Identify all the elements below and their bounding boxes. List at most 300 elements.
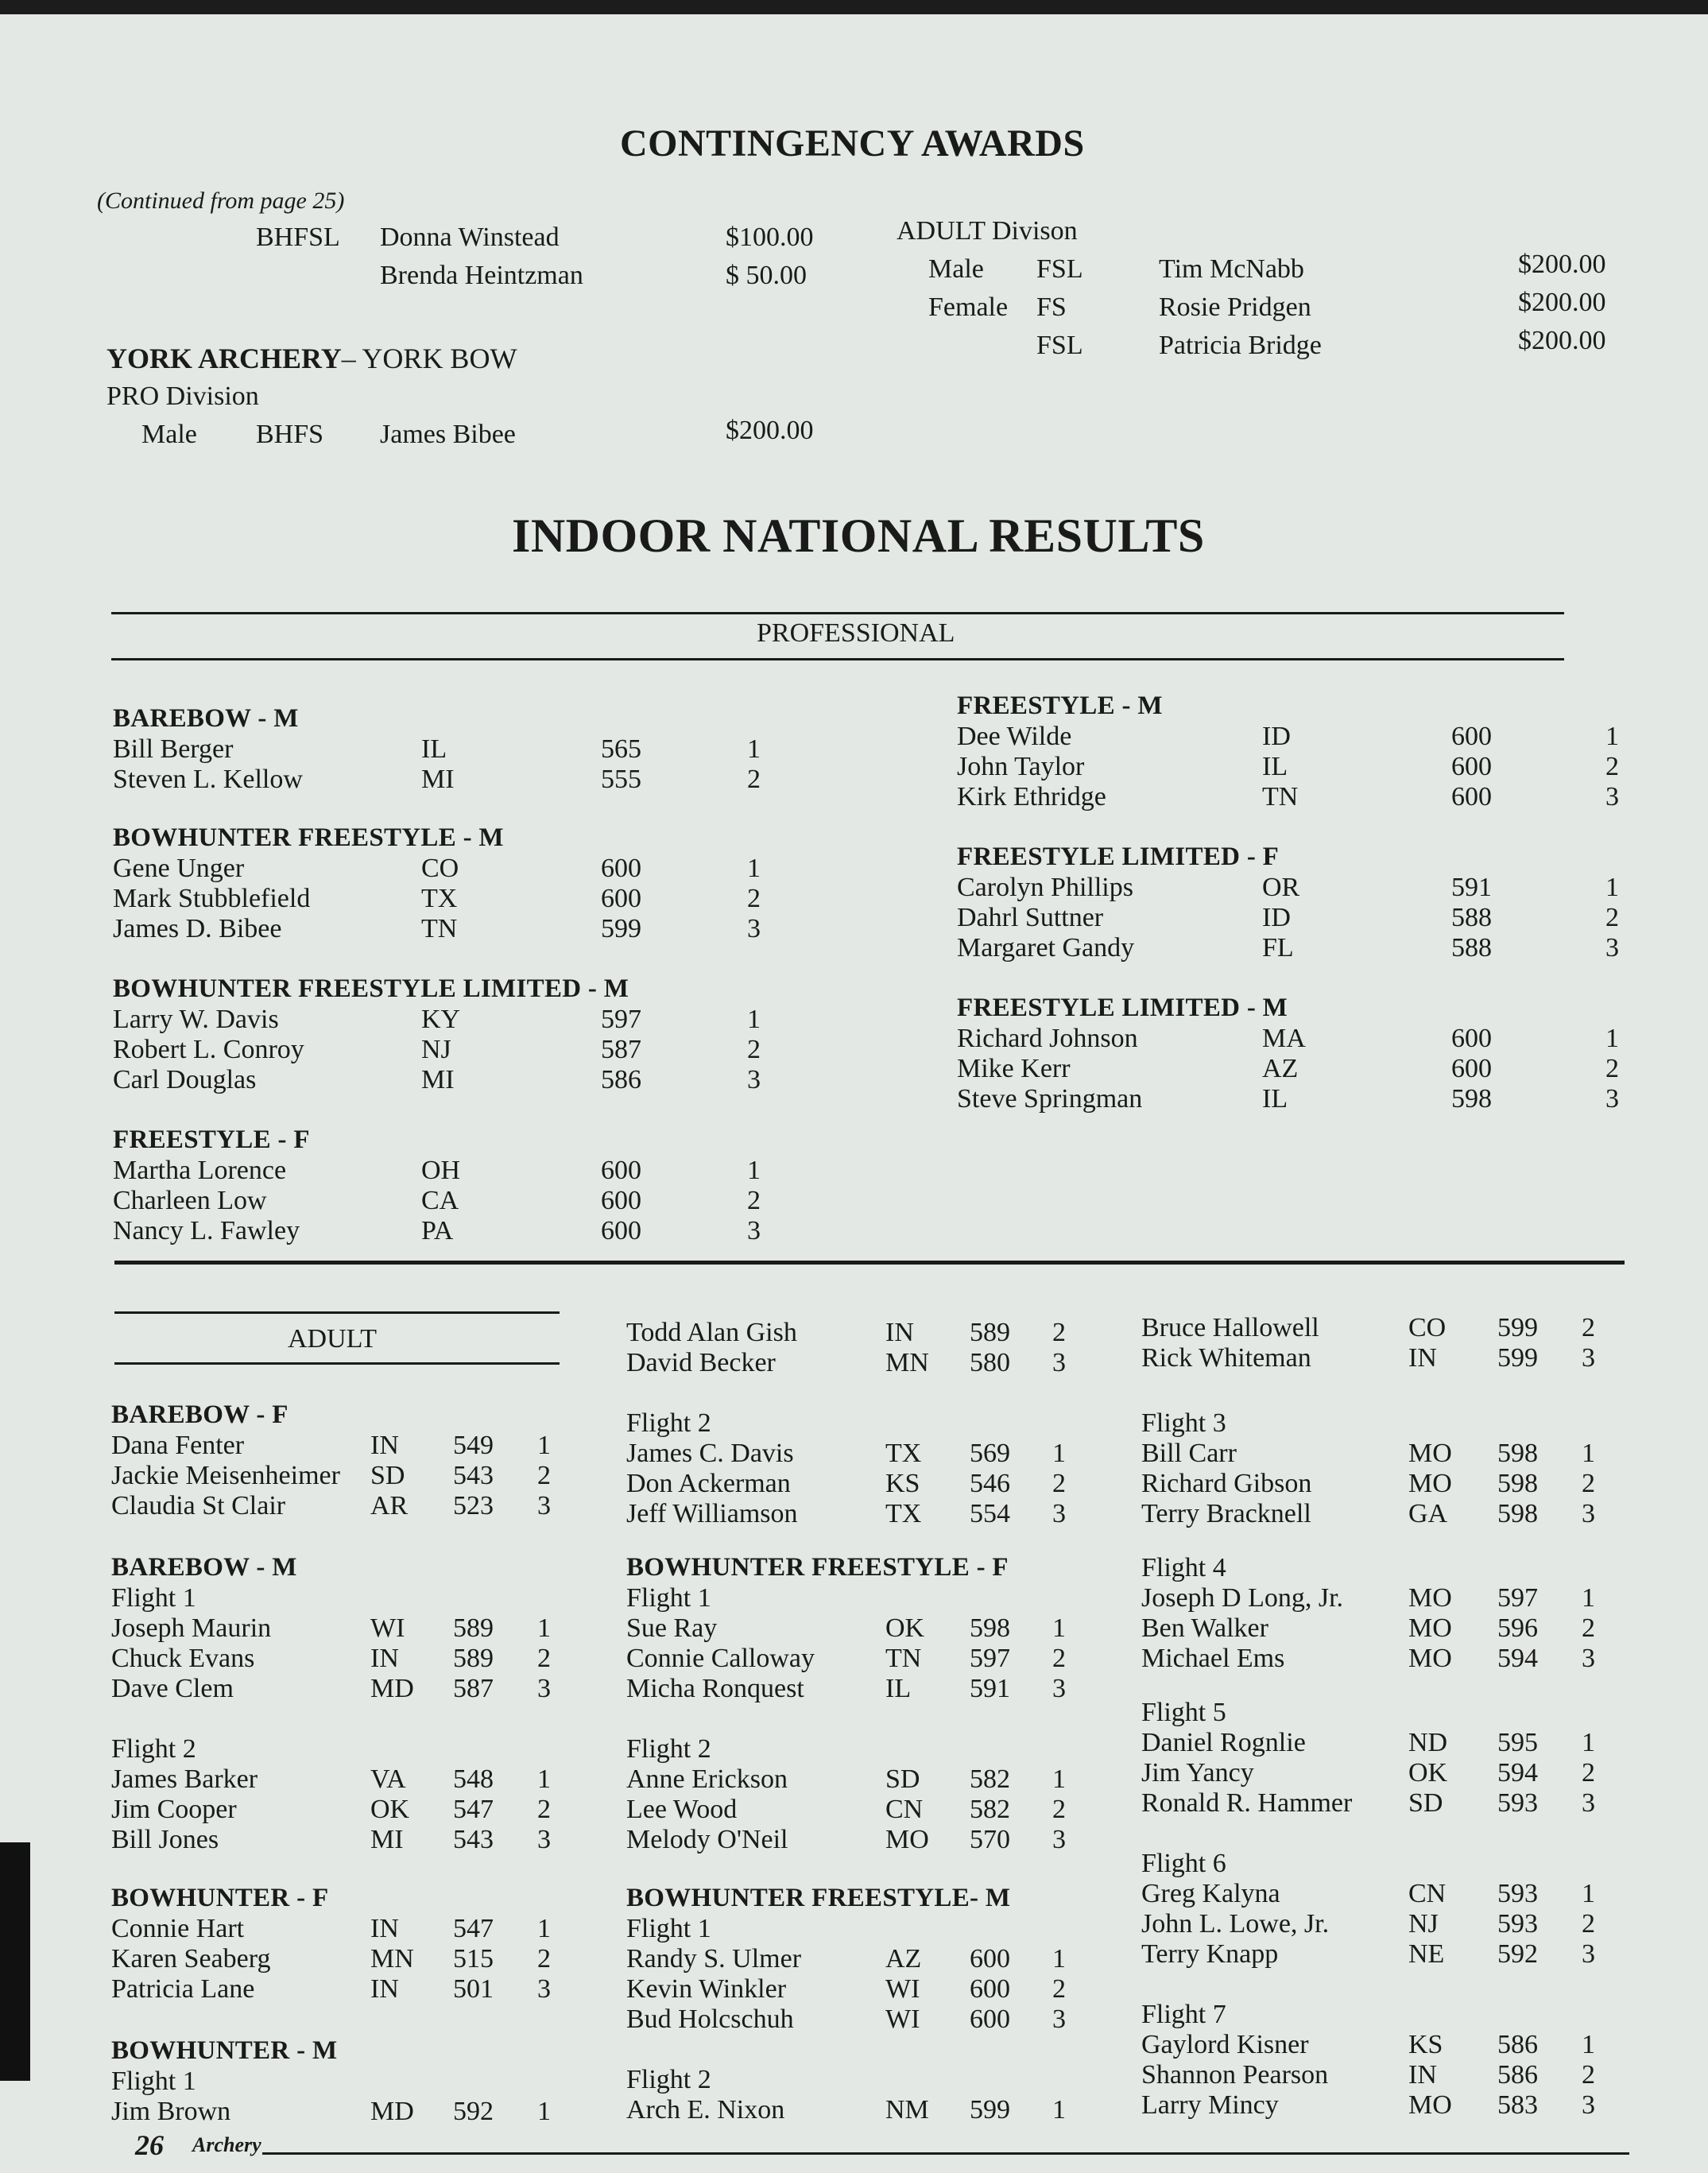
divider-line <box>111 612 1564 614</box>
result-state: MO <box>885 1825 929 1854</box>
result-score: 565 <box>601 734 641 764</box>
result-name: Jeff Williamson <box>626 1499 798 1528</box>
result-score: 600 <box>970 1974 1010 2004</box>
result-state: IN <box>370 1974 399 2004</box>
result-place: 3 <box>1582 1939 1595 1969</box>
result-state: IN <box>885 1318 914 1347</box>
result-place: 2 <box>1605 752 1619 781</box>
result-state: TN <box>1262 782 1299 811</box>
result-name: Carolyn Phillips <box>957 873 1133 902</box>
result-name: Greg Kalyna <box>1141 1879 1280 1908</box>
result-name: Richard Gibson <box>1141 1469 1312 1498</box>
result-place: 3 <box>1052 2005 1066 2034</box>
result-place: 2 <box>1052 1644 1066 1673</box>
result-score: 547 <box>453 1914 494 1943</box>
result-place: 3 <box>537 1825 551 1854</box>
result-place: 3 <box>1605 933 1619 963</box>
award-amount: $200.00 <box>1518 250 1606 279</box>
result-place: 1 <box>1582 1439 1595 1468</box>
result-score: 600 <box>601 1216 641 1245</box>
flight-label: Flight 2 <box>626 1734 711 1764</box>
result-name: Margaret Gandy <box>957 933 1135 963</box>
result-state: IL <box>885 1674 912 1703</box>
result-state: CN <box>885 1795 924 1824</box>
result-score: 586 <box>1497 2060 1538 2090</box>
professional-label: PROFESSIONAL <box>757 618 955 648</box>
page-binding-edge <box>0 1842 30 2081</box>
result-name: Don Ackerman <box>626 1469 791 1498</box>
result-score: 501 <box>453 1974 494 2004</box>
result-place: 1 <box>1052 1764 1066 1794</box>
category-heading: FREESTYLE - M <box>957 691 1163 720</box>
result-name: Bill Jones <box>111 1825 219 1854</box>
result-place: 3 <box>1052 1499 1066 1528</box>
result-score: 543 <box>453 1825 494 1854</box>
result-place: 1 <box>747 854 761 883</box>
result-name: Chuck Evans <box>111 1644 255 1673</box>
result-name: James Barker <box>111 1764 258 1794</box>
result-place: 1 <box>1052 1944 1066 1974</box>
result-state: KS <box>885 1469 920 1498</box>
result-state: CN <box>1408 1879 1447 1908</box>
result-name: Todd Alan Gish <box>626 1318 797 1347</box>
result-state: TN <box>421 914 458 943</box>
result-place: 2 <box>1052 1469 1066 1498</box>
result-place: 2 <box>747 884 761 913</box>
result-state: CA <box>421 1186 459 1215</box>
award-name: Brenda Heintzman <box>380 261 583 290</box>
result-place: 3 <box>1052 1348 1066 1377</box>
result-state: IN <box>1408 2060 1437 2090</box>
result-state: MI <box>421 1065 455 1094</box>
flight-label: Flight 3 <box>1141 1408 1226 1438</box>
result-place: 1 <box>747 1156 761 1185</box>
result-state: CO <box>421 854 459 883</box>
result-score: 594 <box>1497 1644 1538 1673</box>
result-score: 600 <box>1451 1054 1492 1083</box>
result-state: PA <box>421 1216 454 1245</box>
result-place: 1 <box>537 1764 551 1794</box>
result-score: 600 <box>1451 782 1492 811</box>
result-score: 597 <box>1497 1583 1538 1613</box>
result-name: James C. Davis <box>626 1439 794 1468</box>
page-number: 26 <box>135 2129 164 2161</box>
flight-label: Flight 2 <box>626 1408 711 1438</box>
flight-label: Flight 4 <box>1141 1553 1226 1582</box>
result-score: 580 <box>970 1348 1010 1377</box>
result-place: 1 <box>1052 1613 1066 1643</box>
award-class: BHFS <box>256 420 324 449</box>
result-name: Arch E. Nixon <box>626 2095 785 2125</box>
result-state: OR <box>1262 873 1300 902</box>
result-place: 3 <box>1582 1499 1595 1528</box>
result-state: IL <box>1262 1084 1288 1114</box>
result-score: 592 <box>1497 1939 1538 1969</box>
result-state: MI <box>370 1825 404 1854</box>
result-place: 2 <box>1582 1909 1595 1939</box>
result-score: 599 <box>970 2095 1010 2125</box>
result-place: 1 <box>747 734 761 764</box>
result-score: 600 <box>1451 722 1492 751</box>
result-state: TX <box>885 1499 922 1528</box>
footer-rule <box>262 2152 1629 2155</box>
result-score: 594 <box>1497 1758 1538 1788</box>
result-state: KY <box>421 1005 461 1034</box>
flight-label: Flight 1 <box>626 1914 711 1943</box>
result-name: Melody O'Neil <box>626 1825 788 1854</box>
result-name: Larry W. Davis <box>113 1005 279 1034</box>
result-score: 588 <box>1451 933 1492 963</box>
result-score: 600 <box>601 1156 641 1185</box>
category-heading: BOWHUNTER - M <box>111 2036 338 2065</box>
result-state: SD <box>885 1764 920 1794</box>
result-score: 597 <box>970 1644 1010 1673</box>
flight-label: Flight 1 <box>626 1583 711 1613</box>
result-score: 588 <box>1451 903 1492 932</box>
result-name: Dee Wilde <box>957 722 1072 751</box>
result-score: 598 <box>1497 1469 1538 1498</box>
award-amount: $ 50.00 <box>726 261 807 290</box>
result-score: 546 <box>970 1469 1010 1498</box>
magazine-name: Archery <box>192 2133 261 2156</box>
flight-label: Flight 1 <box>111 1583 196 1613</box>
award-class: FS <box>1036 292 1067 322</box>
result-score: 549 <box>453 1431 494 1460</box>
result-state: IL <box>421 734 447 764</box>
result-place: 2 <box>1582 1613 1595 1643</box>
award-gender: Female <box>928 292 1009 322</box>
result-name: Connie Calloway <box>626 1644 815 1673</box>
result-name: Steven L. Kellow <box>113 765 303 794</box>
result-place: 1 <box>1605 1024 1619 1053</box>
result-place: 1 <box>537 1613 551 1643</box>
result-name: Jim Yancy <box>1141 1758 1254 1788</box>
result-score: 595 <box>1497 1728 1538 1757</box>
flight-label: Flight 7 <box>1141 2000 1226 2029</box>
result-place: 3 <box>537 1674 551 1703</box>
result-state: TX <box>885 1439 922 1468</box>
divider-line <box>111 658 1564 660</box>
result-state: MN <box>370 1944 414 1974</box>
result-name: James D. Bibee <box>113 914 282 943</box>
result-name: Daniel Rognlie <box>1141 1728 1306 1757</box>
result-state: SD <box>1408 1788 1443 1818</box>
result-score: 600 <box>970 1944 1010 1974</box>
result-name: John Taylor <box>957 752 1085 781</box>
result-state: OK <box>370 1795 410 1824</box>
result-name: Dave Clem <box>111 1674 234 1703</box>
result-state: MI <box>421 765 455 794</box>
flight-label: Flight 2 <box>111 1734 196 1764</box>
result-state: MO <box>1408 2090 1452 2120</box>
result-state: MO <box>1408 1439 1452 1468</box>
result-score: 515 <box>453 1944 494 1974</box>
result-state: ID <box>1262 903 1291 932</box>
result-score: 600 <box>601 1186 641 1215</box>
result-score: 598 <box>1497 1439 1538 1468</box>
result-score: 597 <box>601 1005 641 1034</box>
award-name: Rosie Pridgen <box>1159 292 1311 322</box>
result-score: 596 <box>1497 1613 1538 1643</box>
result-name: Ronald R. Hammer <box>1141 1788 1353 1818</box>
result-score: 591 <box>970 1674 1010 1703</box>
result-name: Joseph D Long, Jr. <box>1141 1583 1344 1613</box>
result-score: 554 <box>970 1499 1010 1528</box>
result-state: IL <box>1262 752 1288 781</box>
category-heading: FREESTYLE LIMITED - F <box>957 842 1280 871</box>
divider-line <box>114 1311 560 1314</box>
result-name: Kirk Ethridge <box>957 782 1106 811</box>
result-score: 582 <box>970 1764 1010 1794</box>
result-state: OH <box>421 1156 461 1185</box>
result-name: Michael Ems <box>1141 1644 1285 1673</box>
result-score: 589 <box>970 1318 1010 1347</box>
result-score: 523 <box>453 1491 494 1520</box>
result-name: John L. Lowe, Jr. <box>1141 1909 1330 1939</box>
result-score: 591 <box>1451 873 1492 902</box>
pro-division-label: PRO Division <box>107 382 259 411</box>
result-name: Randy S. Ulmer <box>626 1944 802 1974</box>
result-state: GA <box>1408 1499 1448 1528</box>
result-name: Mike Kerr <box>957 1054 1071 1083</box>
result-name: Martha Lorence <box>113 1156 287 1185</box>
result-state: ND <box>1408 1728 1448 1757</box>
category-heading: BOWHUNTER FREESTYLE - M <box>113 823 504 852</box>
result-place: 2 <box>747 1035 761 1064</box>
result-name: Claudia St Clair <box>111 1491 286 1520</box>
result-name: Jackie Meisenheimer <box>111 1461 340 1490</box>
result-name: Bud Holcschuh <box>626 2005 794 2034</box>
result-place: 2 <box>537 1795 551 1824</box>
result-name: Shannon Pearson <box>1141 2060 1329 2090</box>
result-state: AR <box>370 1491 409 1520</box>
result-state: MD <box>370 1674 414 1703</box>
award-name: Donna Winstead <box>380 223 560 252</box>
result-name: Gaylord Kisner <box>1141 2030 1309 2059</box>
result-name: Dahrl Suttner <box>957 903 1104 932</box>
contingency-title: CONTINGENCY AWARDS <box>620 122 1085 165</box>
result-name: Micha Ronquest <box>626 1674 804 1703</box>
flight-label: Flight 1 <box>111 2066 196 2096</box>
result-name: Anne Erickson <box>626 1764 788 1794</box>
result-score: 589 <box>453 1644 494 1673</box>
award-amount: $200.00 <box>1518 288 1606 317</box>
result-name: Jim Cooper <box>111 1795 237 1824</box>
result-score: 586 <box>1497 2030 1538 2059</box>
award-amount: $200.00 <box>1518 326 1606 355</box>
result-score: 600 <box>601 884 641 913</box>
result-state: TX <box>421 884 458 913</box>
result-score: 599 <box>601 914 641 943</box>
result-state: TN <box>885 1644 922 1673</box>
result-place: 2 <box>1582 1313 1595 1342</box>
result-place: 2 <box>1582 2060 1595 2090</box>
result-place: 1 <box>1582 2030 1595 2059</box>
result-place: 2 <box>1052 1795 1066 1824</box>
award-gender: Male <box>141 420 197 449</box>
result-name: Gene Unger <box>113 854 245 883</box>
result-score: 599 <box>1497 1343 1538 1373</box>
continued-note: (Continued from page 25) <box>97 188 345 214</box>
result-place: 1 <box>537 1914 551 1943</box>
result-state: NM <box>885 2095 929 2125</box>
york-sponsor: YORK ARCHERY <box>107 343 342 374</box>
result-name: Kevin Winkler <box>626 1974 787 2004</box>
result-place: 3 <box>747 914 761 943</box>
result-state: OK <box>885 1613 925 1643</box>
result-place: 1 <box>537 2097 551 2126</box>
result-score: 570 <box>970 1825 1010 1854</box>
result-place: 3 <box>1052 1825 1066 1854</box>
result-score: 589 <box>453 1613 494 1643</box>
result-state: ID <box>1262 722 1291 751</box>
result-place: 1 <box>1052 2095 1066 2125</box>
result-place: 3 <box>537 1974 551 2004</box>
result-name: Carl Douglas <box>113 1065 257 1094</box>
result-state: WI <box>885 1974 920 2004</box>
result-place: 3 <box>1605 1084 1619 1114</box>
result-name: Terry Bracknell <box>1141 1499 1311 1528</box>
result-state: MO <box>1408 1613 1452 1643</box>
result-score: 555 <box>601 765 641 794</box>
category-heading: BOWHUNTER FREESTYLE- M <box>626 1884 1011 1912</box>
result-state: IN <box>370 1914 399 1943</box>
result-score: 582 <box>970 1795 1010 1824</box>
result-name: Dana Fenter <box>111 1431 245 1460</box>
result-state: MO <box>1408 1583 1452 1613</box>
result-place: 2 <box>1582 1758 1595 1788</box>
result-score: 599 <box>1497 1313 1538 1342</box>
result-place: 1 <box>1582 1728 1595 1757</box>
result-place: 3 <box>1582 1343 1595 1373</box>
result-state: VA <box>370 1764 406 1794</box>
result-name: Rick Whiteman <box>1141 1343 1311 1373</box>
result-score: 593 <box>1497 1788 1538 1818</box>
result-score: 593 <box>1497 1879 1538 1908</box>
result-place: 3 <box>1582 1644 1595 1673</box>
category-heading: BOWHUNTER FREESTYLE LIMITED - M <box>113 974 629 1003</box>
result-state: WI <box>370 1613 405 1643</box>
adult-label: ADULT <box>288 1324 378 1354</box>
result-score: 587 <box>601 1035 641 1064</box>
result-place: 2 <box>537 1944 551 1974</box>
award-name: Patricia Bridge <box>1159 331 1322 360</box>
york-bow: – YORK BOW <box>341 343 517 374</box>
result-state: MO <box>1408 1644 1452 1673</box>
result-name: Patricia Lane <box>111 1974 255 2004</box>
result-score: 600 <box>601 854 641 883</box>
result-name: Bill Carr <box>1141 1439 1237 1468</box>
section-divider <box>114 1261 1625 1265</box>
result-place: 3 <box>1605 782 1619 811</box>
result-state: WI <box>885 2005 920 2034</box>
flight-label: Flight 6 <box>1141 1849 1226 1878</box>
result-place: 3 <box>1052 1674 1066 1703</box>
result-name: Connie Hart <box>111 1914 245 1943</box>
result-state: MA <box>1262 1024 1306 1053</box>
result-name: Terry Knapp <box>1141 1939 1279 1969</box>
result-state: NJ <box>421 1035 451 1064</box>
result-place: 3 <box>1582 1788 1595 1818</box>
result-state: MN <box>885 1348 929 1377</box>
result-place: 3 <box>537 1491 551 1520</box>
result-score: 586 <box>601 1065 641 1094</box>
result-score: 543 <box>453 1461 494 1490</box>
award-amount: $200.00 <box>726 416 814 445</box>
results-title: INDOOR NATIONAL RESULTS <box>512 509 1205 562</box>
result-score: 548 <box>453 1764 494 1794</box>
result-name: Sue Ray <box>626 1613 718 1643</box>
york-sponsor-line <box>107 342 517 375</box>
result-place: 1 <box>1582 1879 1595 1908</box>
result-place: 3 <box>747 1216 761 1245</box>
result-place: 2 <box>747 1186 761 1215</box>
result-score: 600 <box>970 2005 1010 2034</box>
result-name: David Becker <box>626 1348 776 1377</box>
result-state: NJ <box>1408 1909 1439 1939</box>
result-place: 1 <box>537 1431 551 1460</box>
result-state: MO <box>1408 1469 1452 1498</box>
category-heading: BAREBOW - M <box>111 1553 297 1582</box>
result-place: 1 <box>1605 722 1619 751</box>
result-place: 1 <box>747 1005 761 1034</box>
result-state: SD <box>370 1461 405 1490</box>
result-score: 598 <box>1497 1499 1538 1528</box>
result-score: 547 <box>453 1795 494 1824</box>
result-place: 3 <box>747 1065 761 1094</box>
award-class: FSL <box>1036 254 1083 284</box>
result-state: IN <box>370 1644 399 1673</box>
result-place: 2 <box>537 1461 551 1490</box>
award-name: Tim McNabb <box>1159 254 1304 284</box>
result-score: 598 <box>970 1613 1010 1643</box>
result-name: Larry Mincy <box>1141 2090 1279 2120</box>
result-state: KS <box>1408 2030 1443 2059</box>
result-place: 2 <box>1052 1318 1066 1347</box>
result-name: Richard Johnson <box>957 1024 1138 1053</box>
category-heading: FREESTYLE - F <box>113 1125 310 1154</box>
result-state: AZ <box>1262 1054 1299 1083</box>
award-amount: $100.00 <box>726 223 814 252</box>
result-state: CO <box>1408 1313 1447 1342</box>
result-name: Ben Walker <box>1141 1613 1268 1643</box>
result-state: IN <box>1408 1343 1437 1373</box>
result-score: 569 <box>970 1439 1010 1468</box>
award-name: James Bibee <box>380 420 516 449</box>
result-score: 593 <box>1497 1909 1538 1939</box>
result-state: AZ <box>885 1944 922 1974</box>
divider-line <box>114 1362 560 1365</box>
result-name: Mark Stubblefield <box>113 884 311 913</box>
result-state: IN <box>370 1431 399 1460</box>
result-place: 2 <box>1605 903 1619 932</box>
result-place: 1 <box>1605 873 1619 902</box>
result-score: 600 <box>1451 752 1492 781</box>
result-score: 600 <box>1451 1024 1492 1053</box>
result-name: Karen Seaberg <box>111 1944 271 1974</box>
result-place: 2 <box>1052 1974 1066 2004</box>
adult-division-label: ADULT Divison <box>897 216 1078 246</box>
result-place: 2 <box>537 1644 551 1673</box>
category-heading: FREESTYLE LIMITED - M <box>957 994 1288 1022</box>
result-place: 1 <box>1052 1439 1066 1468</box>
award-gender: Male <box>928 254 984 284</box>
result-place: 1 <box>1582 1583 1595 1613</box>
bhfsl-class: BHFSL <box>256 223 340 252</box>
result-score: 592 <box>453 2097 494 2126</box>
result-state: OK <box>1408 1758 1448 1788</box>
award-class: FSL <box>1036 331 1083 360</box>
